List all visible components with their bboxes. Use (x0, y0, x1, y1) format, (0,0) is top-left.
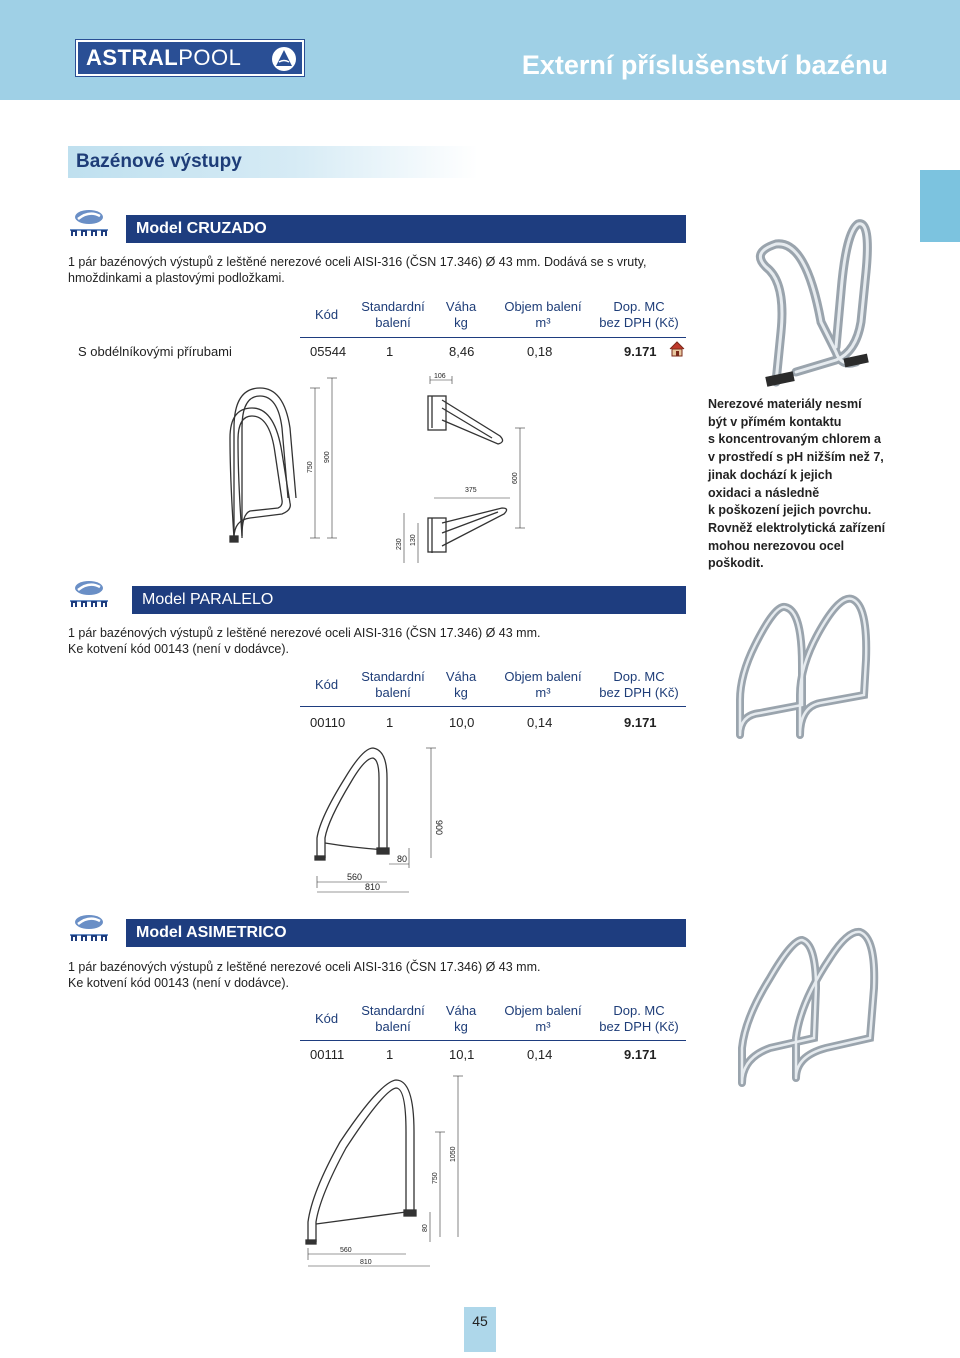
cruzado-technical-drawing (220, 368, 530, 568)
dim-810: 810 (360, 1259, 372, 1266)
house-icon (668, 340, 686, 358)
dim-1050: 1050 (450, 1146, 457, 1162)
dim-600: 600 (512, 472, 519, 484)
page-number: 45 (464, 1307, 496, 1352)
table-row: S obdélníkovými přírubami 05544 1 8,46 0,18 9.171 (78, 344, 657, 359)
table-divider (300, 1040, 686, 1041)
page-title: Externí příslušenství bazénu (521, 50, 888, 80)
col-kod: Kód (315, 307, 339, 322)
dim-900: 900 (434, 820, 444, 836)
asimetrico-photo (730, 918, 905, 1093)
paralelo-photo (730, 585, 900, 745)
model-cruzado-bar: Model CRUZADO (126, 215, 686, 243)
cruzado-photo (726, 212, 906, 392)
paralelo-table-header: Kód Standardní balení Váha kg Objem balení m³ Dop. MC bez DPH (Kč) (315, 669, 679, 700)
dim-106: 106 (434, 373, 446, 380)
section-title: Bazénové výstupy (68, 146, 478, 178)
dim-810: 810 (365, 882, 381, 892)
dim-750: 750 (307, 461, 314, 473)
model-paralelo-description: 1 pár bazénových výstupů z leštěné nerezové oceli AISI-316 (ČSN 17.346) Ø 43 mm. Ke kotvení kód 00143 (není v dodávce). (68, 626, 541, 656)
asimetrico-table-header: Kód Standardní balení Váha kg Objem balení m³ Dop. MC bez DPH (Kč) (315, 1003, 679, 1034)
col-cena: Dop. MC bez DPH (Kč) (599, 299, 679, 330)
table-row: 00111 1 10,1 0,14 9.171 (310, 1047, 657, 1062)
col-objem: Objem balení m³ (504, 299, 582, 330)
paralelo-technical-drawing (305, 738, 465, 898)
col-vaha: Váha kg (445, 299, 477, 330)
dim-130: 130 (410, 534, 417, 546)
model-asimetrico-description: 1 pár bazénových výstupů z leštěné nerezové oceli AISI-316 (ČSN 17.346) Ø 43 mm. Ke kotvení kód 00143 (není v dodávce). (68, 960, 541, 990)
dim-80: 80 (422, 1224, 429, 1232)
model-paralelo-bar: Model PARALELO (132, 586, 686, 614)
dim-750: 750 (432, 1172, 439, 1184)
page-header (0, 0, 960, 100)
dim-375: 375 (465, 487, 477, 494)
side-tab-marker (920, 170, 960, 242)
pool-ladder-icon (68, 577, 110, 611)
model-cruzado-description: 1 pár bazénových výstupů z leštěné nerezové oceli AISI-316 (ČSN 17.346) Ø 43 mm. Dodává se s vruty, hmoždinkami a plastovými podložkami. (68, 255, 647, 285)
dim-230: 230 (396, 538, 403, 550)
table-divider (300, 337, 686, 338)
dim-80: 80 (397, 854, 408, 864)
col-standard: Standardní balení (361, 299, 425, 330)
asimetrico-technical-drawing (300, 1072, 480, 1272)
dim-560: 560 (340, 1247, 352, 1254)
cruzado-table-header (300, 299, 700, 333)
pool-ladder-icon (68, 911, 110, 945)
stainless-warning-note: Nerezové materiály nesmí být v přímém kontaktu s koncentrovaným chlorem a v prostředí s pH nižším než 7, jinak dochází k jejich oxidaci a následně k poškození jejich povrchu. Rovněž elektrolytická zařízení mohou nerezovou ocel poškodit. (708, 397, 886, 571)
astralpool-logo (76, 40, 304, 76)
table-divider (300, 706, 686, 707)
model-asimetrico-bar: Model ASIMETRICO (126, 919, 686, 947)
logo-text: ASTRALPOOL (86, 45, 242, 70)
astralpool-logo-mark-icon (270, 45, 298, 73)
dim-900: 900 (324, 451, 331, 463)
table-row: 00110 1 10,0 0,14 9.171 (310, 715, 657, 730)
dim-560: 560 (347, 872, 363, 882)
pool-ladder-icon (68, 206, 110, 240)
